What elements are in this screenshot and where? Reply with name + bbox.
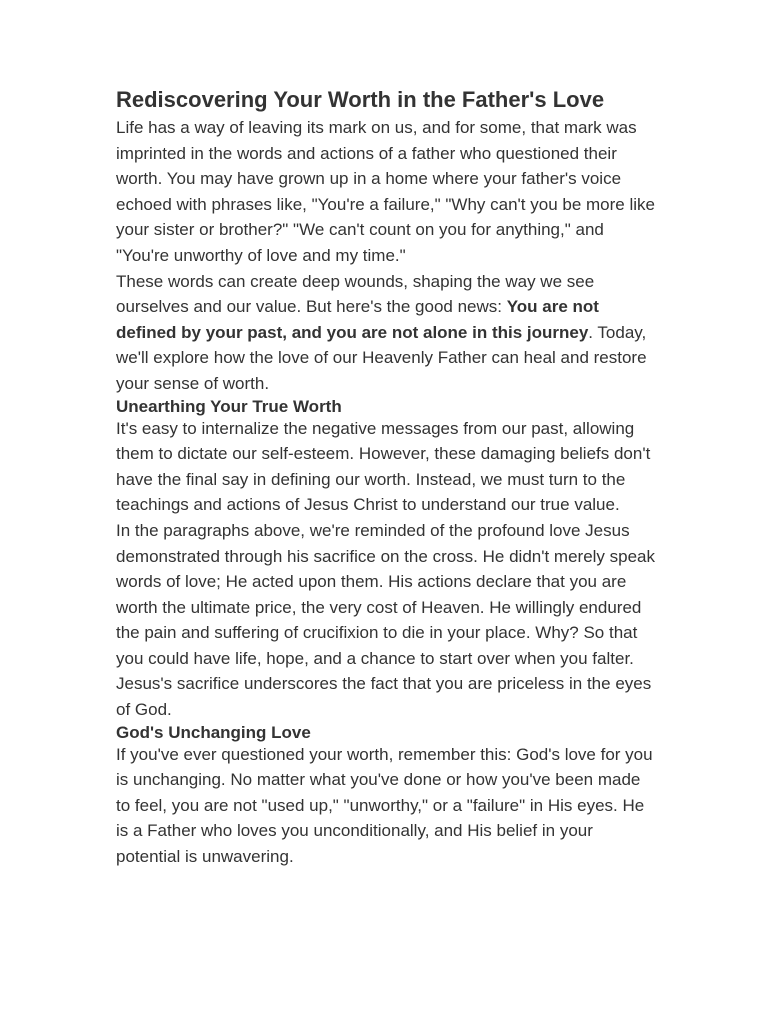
document-page [116,86,656,870]
section-heading-unchanging-love: God's Unchanging Love [116,722,311,742]
section-2-paragraph-1: If you've ever questioned your worth, remember this: God's love for you is unchanging. No matter what you've done or how you've been made to feel, you are not "used up," "unworthy," or a "failure" in His eyes. He is a Father who loves you unconditionally, and His belief in your potential is unwavering. [116,744,653,867]
document-title: Rediscovering Your Worth in the Father's Love [116,87,605,112]
intro-paragraph-1: Life has a way of leaving its mark on us, and for some, that mark was imprinted in the words and actions of a father who questioned their worth. You may have grown up in a home where your father's voice echoed with phrases like, "You're a failure," "Why can't you be more like your sister or brother?" "We can't count on you for anything," and "You're unworthy of love and my time." [116,118,655,265]
section-1-paragraph-1: It's easy to internalize the negative messages from our past, allowing them to dictate our self-esteem. However, these damaging beliefs don't have the final say in defining our worth. Instead, we must turn to the teachings and actions of Jesus Christ to understand our true value. [116,418,651,515]
intro-paragraph-2-text-after: . Today, we'll explore how the love of our Heavenly Father can heal and restore your sense of worth. [116,322,647,393]
intro-paragraph-2-text-before: These words can create deep wounds, shaping the way we see ourselves and our value. But here's the good news: [116,271,595,317]
section-1-paragraph-2: In the paragraphs above, we're reminded of the profound love Jesus demonstrated through his sacrifice on the cross. He didn't merely speak words of love; He acted upon them. His actions declare that you are worth the ultimate price, the very cost of Heaven. He willingly endured the pain and suffering of crucifixion to die in your place. Why? So that you could have life, hope, and a chance to start over when you falter. Jesus's sacrifice underscores the fact that you are priceless in the eyes of God. [116,520,656,720]
intro-paragraph-2 [116,269,656,397]
intro-paragraph-2-emphasis: You are not defined by your past, and you are not alone in this journey [116,297,599,342]
section-heading-true-worth: Unearthing Your True Worth [116,396,342,416]
